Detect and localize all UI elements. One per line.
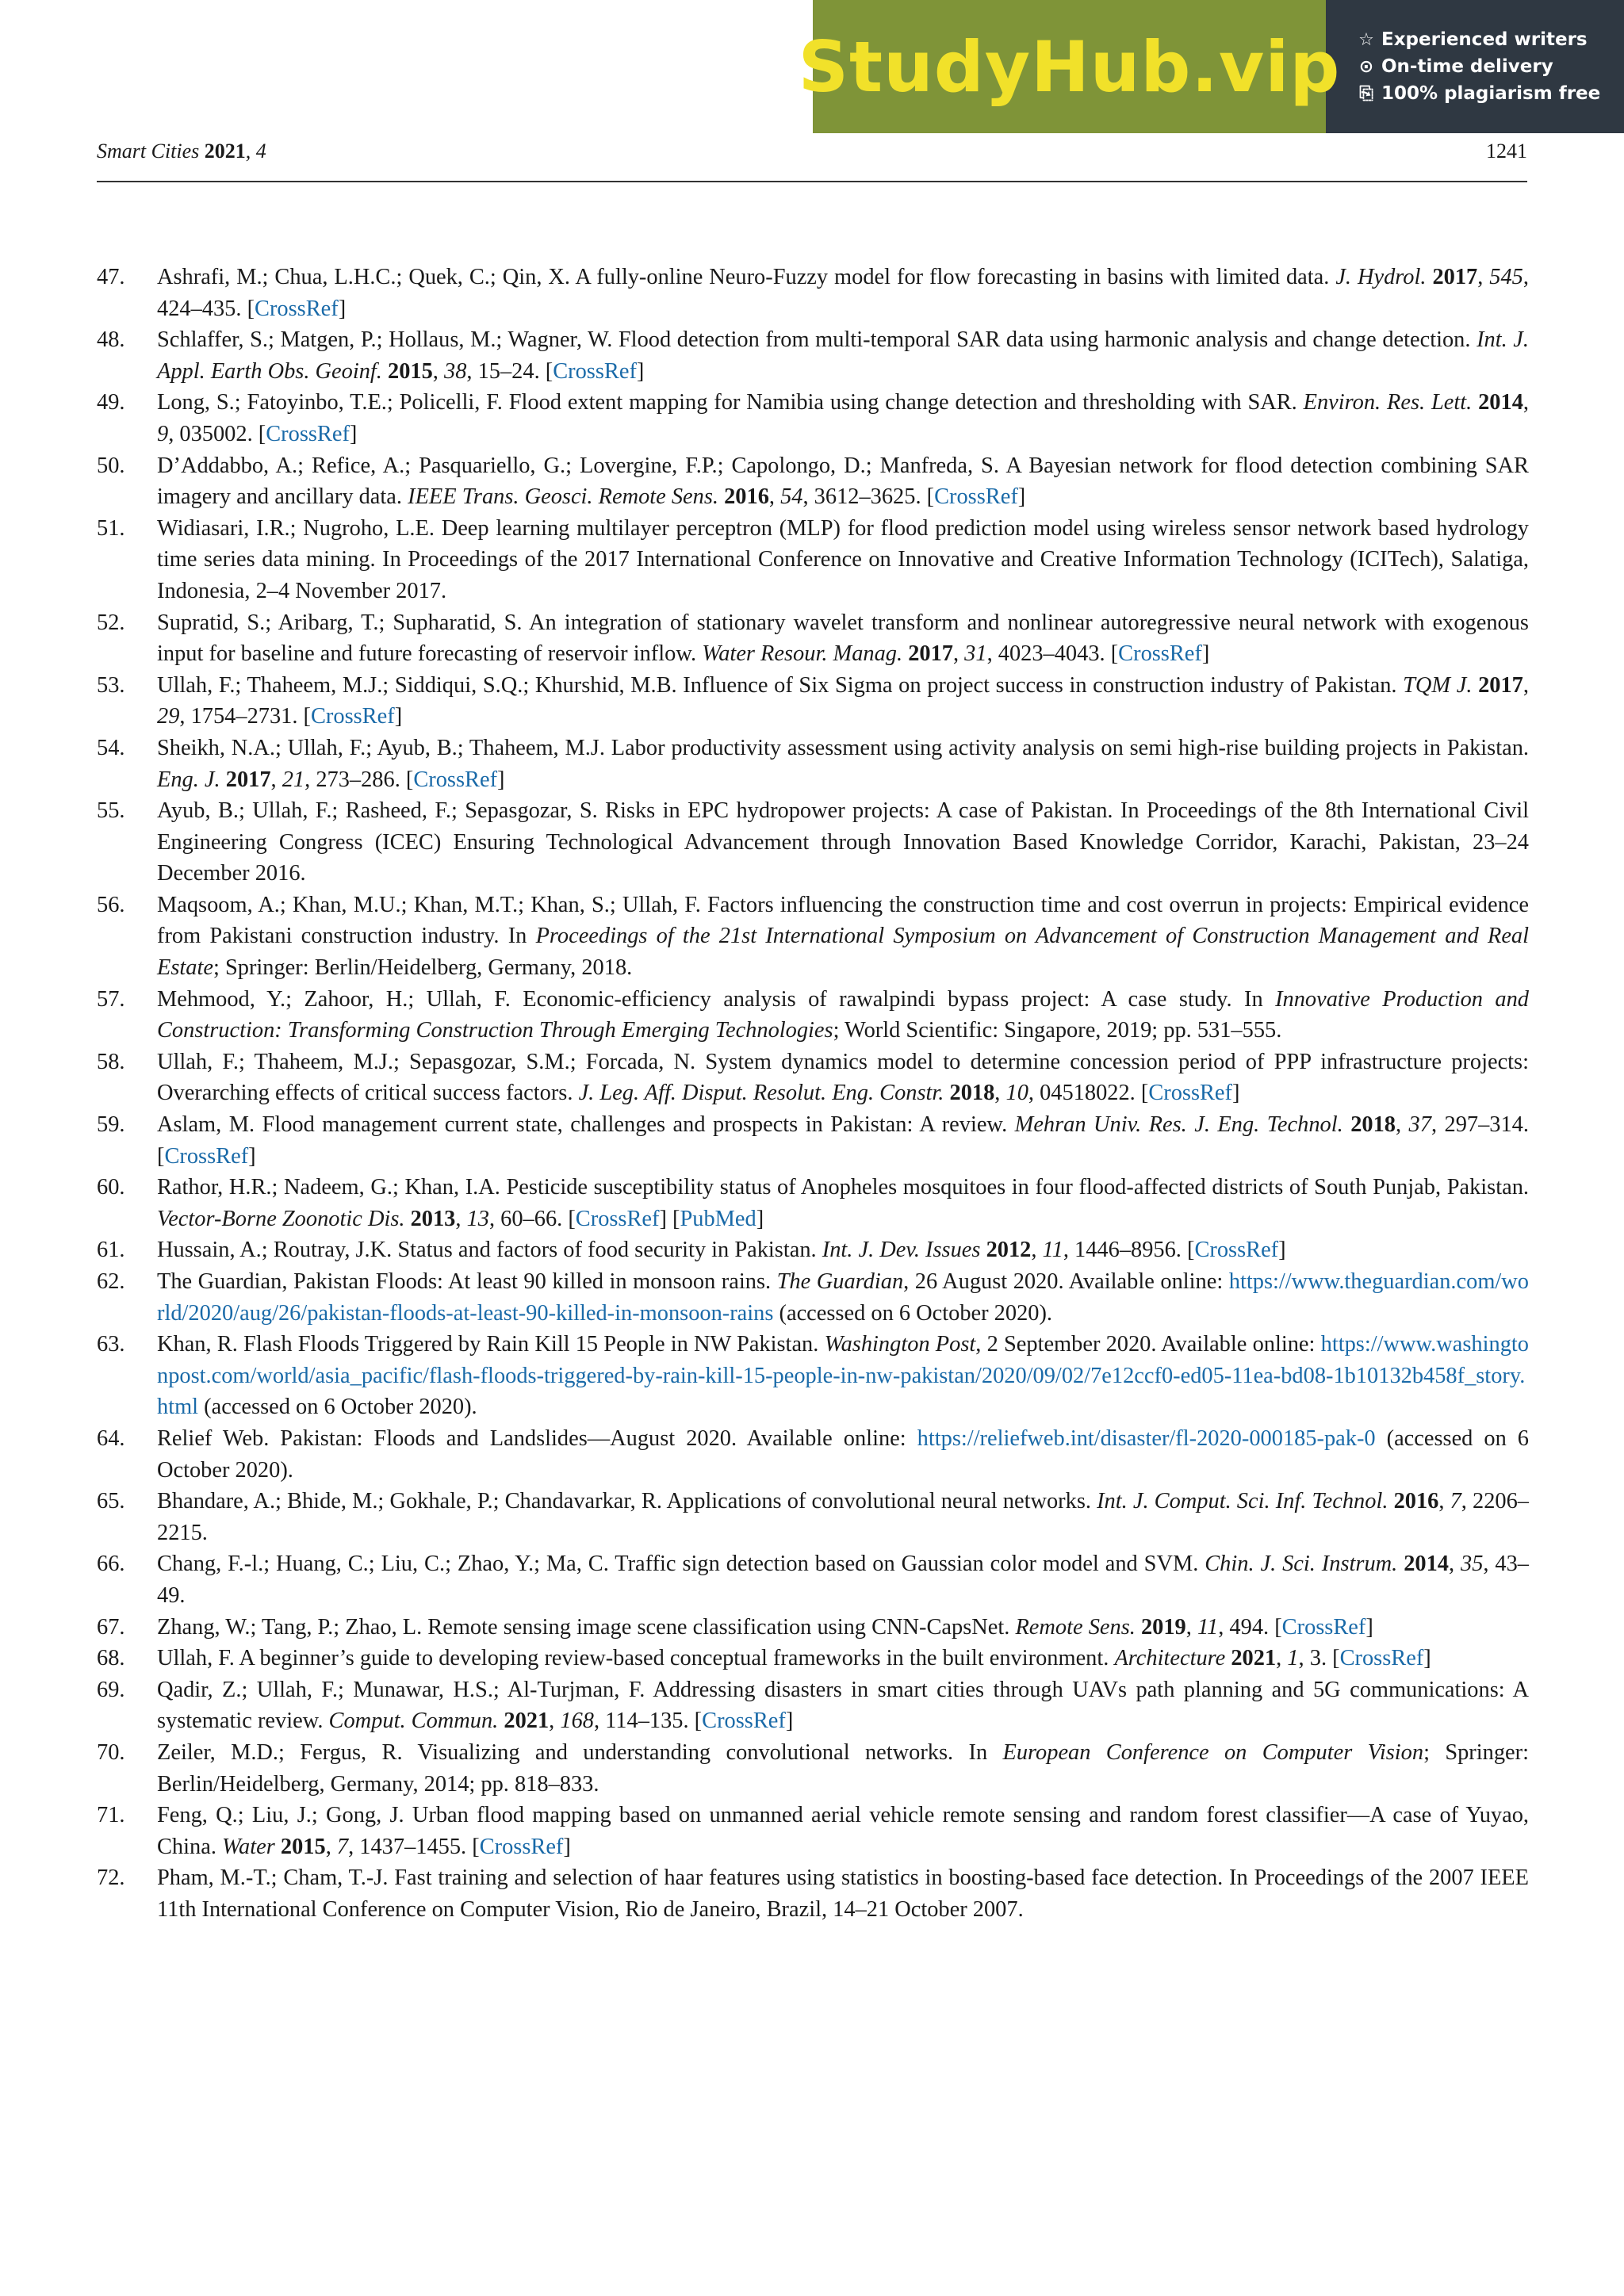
reference-segment: ] bbox=[394, 704, 403, 729]
reference-segment: , 424–435. [ bbox=[157, 265, 1529, 321]
reference-segment: , bbox=[1477, 265, 1490, 289]
reference-italic: Remote Sens. bbox=[1015, 1614, 1136, 1640]
reference-italic: Vector-Borne Zoonotic Dis. bbox=[157, 1206, 405, 1231]
perk-list bbox=[1326, 0, 1624, 133]
reference-segment: ] bbox=[1278, 1238, 1286, 1263]
reference-item bbox=[97, 1423, 1529, 1486]
perk-item bbox=[1358, 56, 1624, 77]
crossref-link[interactable]: CrossRef bbox=[702, 1709, 786, 1734]
reference-item bbox=[97, 1266, 1529, 1329]
reference-segment: , bbox=[549, 1709, 561, 1734]
crossref-link[interactable]: CrossRef bbox=[164, 1143, 249, 1169]
reference-item bbox=[97, 1109, 1529, 1172]
reference-italic: 29 bbox=[157, 704, 180, 729]
reference-segment: , 26 August 2020. Available online: bbox=[903, 1269, 1229, 1294]
reference-segment: , bbox=[768, 484, 781, 510]
reference-segment: , bbox=[325, 1834, 337, 1859]
reference-year: 2018 bbox=[949, 1081, 995, 1106]
reference-item bbox=[97, 1800, 1529, 1862]
reference-number: 57. bbox=[97, 986, 125, 1012]
reference-item bbox=[97, 1612, 1529, 1644]
reference-number: 68. bbox=[97, 1646, 125, 1671]
reference-segment: ] bbox=[248, 1143, 256, 1169]
reference-year: 2013 bbox=[410, 1206, 456, 1231]
journal-year: 2021 bbox=[204, 140, 246, 163]
brand-logo[interactable]: StudyHub.vip bbox=[813, 0, 1326, 133]
reference-segment: , bbox=[1522, 390, 1529, 415]
reference-item bbox=[97, 890, 1529, 984]
reference-segment: Chang, F.-l.; Huang, C.; Liu, C.; Zhao, Y.; Ma, C. Traffic sign detection based on Gaussian color model and SVM. bbox=[157, 1552, 1205, 1577]
reference-number: 60. bbox=[97, 1175, 125, 1200]
reference-text bbox=[157, 450, 1529, 513]
reference-year: 2015 bbox=[388, 358, 433, 384]
crossref-link[interactable]: CrossRef bbox=[575, 1206, 660, 1231]
reference-segment: Long, S.; Fatoyinbo, T.E.; Policelli, F. Flood extent mapping for Namibia using change detection and thresholding with SAR. bbox=[157, 390, 1304, 415]
reference-segment: ] bbox=[636, 358, 645, 384]
reference-number: 47. bbox=[97, 265, 125, 289]
reference-segment: Aslam, M. Flood management current state, challenges and prospects in Pakistan: A review. bbox=[157, 1112, 1015, 1138]
reference-segment: , bbox=[270, 767, 282, 792]
reference-segment: , 297–314. [ bbox=[157, 1112, 1529, 1169]
reference-text bbox=[157, 1486, 1529, 1548]
reference-segment: , 1446–8956. [ bbox=[1063, 1238, 1195, 1263]
reference-item bbox=[97, 984, 1529, 1047]
reference-text bbox=[157, 1423, 1529, 1486]
reference-item bbox=[97, 1674, 1529, 1737]
reference-item bbox=[97, 1047, 1529, 1109]
reference-item bbox=[97, 1329, 1529, 1423]
reference-italic: Water Resour. Manag. bbox=[702, 641, 903, 667]
reference-italic: 7 bbox=[1450, 1489, 1461, 1514]
reference-segment: , 1437–1455. [ bbox=[348, 1834, 480, 1859]
reference-year: 2017 bbox=[908, 641, 953, 667]
reference-italic: Architecture bbox=[1114, 1646, 1226, 1671]
crossref-link[interactable]: CrossRef bbox=[479, 1834, 564, 1859]
reference-segment: Relief Web. Pakistan: Floods and Landslides—August 2020. Available online: bbox=[157, 1425, 917, 1451]
perk-label: Experienced writers bbox=[1381, 29, 1588, 50]
reference-italic: 168 bbox=[560, 1709, 594, 1734]
reference-segment: The Guardian, Pakistan Floods: At least 90 killed in monsoon rains. bbox=[157, 1269, 777, 1294]
perk-label: 100% plagiarism free bbox=[1381, 83, 1601, 104]
reference-segment: Rathor, H.R.; Nadeem, G.; Khan, I.A. Pesticide susceptibility status of Anopheles mosquitoes in four flood-affected districts of South Punjab, Pakistan. bbox=[157, 1175, 1529, 1200]
reference-segment: Ullah, F.; Thaheem, M.J.; Sepasgozar, S.M.; Forcada, N. System dynamics model to determine concession period of PPP infrastructure projects: Overarching effects of critical success factors. bbox=[157, 1049, 1529, 1106]
reference-number: 58. bbox=[97, 1049, 125, 1074]
reference-number: 62. bbox=[97, 1269, 125, 1294]
reference-item bbox=[97, 262, 1529, 324]
crossref-link[interactable]: CrossRef bbox=[1281, 1614, 1366, 1640]
reference-text bbox=[157, 513, 1529, 607]
reference-segment: Schlaffer, S.; Matgen, P.; Hollaus, M.; Wagner, W. Flood detection from multi-temporal SAR data using harmonic analysis and change detection. bbox=[157, 327, 1477, 353]
reference-italic: 13 bbox=[466, 1206, 489, 1231]
reference-segment: , bbox=[1395, 1112, 1409, 1138]
reference-year: 2016 bbox=[724, 484, 769, 510]
reference-number: 66. bbox=[97, 1552, 125, 1577]
url-link[interactable]: https://www.theguardian.com/world/2020/aug/26/pakistan-floods-at-least-90-killed-in-monsoon-rains bbox=[157, 1269, 1529, 1326]
reference-segment: Supratid, S.; Aribarg, T.; Supharatid, S. An integration of stationary wavelet transform and nonlinear autoregressive neural network with exogenous input for baseline and future forecasting of reservoir inflow. bbox=[157, 610, 1529, 667]
reference-segment: ] bbox=[1017, 484, 1026, 510]
reference-segment: , bbox=[1276, 1646, 1288, 1671]
reference-italic: The Guardian bbox=[776, 1269, 904, 1294]
reference-segment: , 1754–2731. [ bbox=[179, 704, 311, 729]
reference-italic: Eng. J. bbox=[157, 767, 220, 792]
reference-italic: TQM J. bbox=[1403, 672, 1473, 698]
reference-segment bbox=[382, 359, 388, 384]
reference-segment: ] bbox=[756, 1206, 764, 1231]
reference-item bbox=[97, 1486, 1529, 1548]
reference-text bbox=[157, 387, 1529, 450]
reference-italic: 37 bbox=[1408, 1112, 1431, 1138]
reference-italic: 21 bbox=[282, 767, 305, 792]
reference-year: 2017 bbox=[1478, 672, 1523, 698]
journal-citation bbox=[97, 140, 266, 163]
reference-text bbox=[157, 607, 1529, 670]
reference-italic: Int. J. Appl. Earth Obs. Geoinf. bbox=[157, 327, 1530, 384]
reference-item bbox=[97, 450, 1529, 513]
url-link[interactable]: https://reliefweb.int/disaster/fl-2020-000185-pak-0 bbox=[917, 1425, 1376, 1451]
reference-italic: 54 bbox=[780, 484, 803, 510]
reference-segment: , 3. [ bbox=[1298, 1646, 1340, 1671]
reference-italic: 35 bbox=[1461, 1552, 1484, 1577]
reference-number: 48. bbox=[97, 327, 125, 353]
reference-item bbox=[97, 1172, 1529, 1234]
reference-segment: , bbox=[1448, 1552, 1461, 1577]
reference-italic: Environ. Res. Lett. bbox=[1303, 390, 1473, 415]
reference-italic: Water bbox=[222, 1834, 275, 1859]
reference-italic: European Conference on Computer Vision bbox=[1002, 1739, 1424, 1765]
reference-segment bbox=[1397, 1552, 1404, 1576]
perk-item bbox=[1358, 29, 1624, 50]
reference-number: 69. bbox=[97, 1677, 125, 1702]
crossref-link[interactable]: CrossRef bbox=[266, 421, 350, 446]
reference-item bbox=[97, 607, 1529, 670]
reference-italic: 545 bbox=[1489, 265, 1523, 289]
reference-number: 54. bbox=[97, 735, 125, 760]
reference-number: 65. bbox=[97, 1489, 125, 1514]
url-link[interactable]: https://www.washingtonpost.com/world/asia_pacific/flash-floods-triggered-by-rain-kill-15-people-in-nw-pakistan/2020/09/02/7e12ccf0-ed05-11ea-bd08-1b10132b458f_story.html bbox=[157, 1332, 1529, 1420]
reference-segment: Pham, M.-T.; Cham, T.-J. Fast training and selection of haar features using statistics in boosting-based face detection. In Proceedings of the 2007 IEEE 11th International Conference on Computer Vision, Rio de Janeiro, Brazil, 14–21 October 2007. bbox=[157, 1866, 1529, 1922]
reference-segment: ; Springer: Berlin/Heidelberg, Germany, 2018. bbox=[213, 955, 633, 981]
reference-item bbox=[97, 1643, 1529, 1674]
reference-number: 55. bbox=[97, 798, 125, 824]
reference-segment bbox=[1472, 673, 1478, 698]
reference-segment: Ullah, F. A beginner’s guide to developing review-based conceptual frameworks in the built environment. bbox=[157, 1646, 1115, 1671]
reference-segment: ] bbox=[1365, 1614, 1373, 1640]
reference-text bbox=[157, 1329, 1529, 1423]
reference-list bbox=[97, 262, 1529, 1925]
reference-segment: Ullah, F.; Thaheem, M.J.; Siddiqui, S.Q.; Khurshid, M.B. Influence of Six Sigma on project success in construction industry of Pakistan. bbox=[157, 672, 1404, 698]
reference-segment bbox=[944, 1081, 949, 1105]
reference-segment: D’Addabbo, A.; Refice, A.; Pasquariello, G.; Lovergine, F.P.; Capolongo, D.; Manfreda, S. A Bayesian network for flood detection combining SAR imagery and ancillary data. bbox=[157, 453, 1529, 510]
reference-italic: Washington Post bbox=[824, 1332, 976, 1357]
reference-segment: Qadir, Z.; Ullah, F.; Munawar, H.S.; Al-Turjman, F. Addressing disasters in smart cities through UAVs path planning and 5G communications: A systematic review. bbox=[157, 1677, 1529, 1734]
reference-segment: , 273–286. [ bbox=[304, 767, 414, 792]
reference-segment: , bbox=[455, 1206, 467, 1231]
reference-text bbox=[157, 1109, 1529, 1172]
reference-text bbox=[157, 1612, 1529, 1644]
perk-label: On-time delivery bbox=[1381, 56, 1553, 77]
reference-segment: (accessed on 6 October 2020). bbox=[773, 1300, 1053, 1326]
clock-icon: ⊙ bbox=[1358, 56, 1374, 77]
reference-item bbox=[97, 733, 1529, 795]
reference-segment: , 4023–4043. [ bbox=[986, 641, 1119, 667]
reference-number: 71. bbox=[97, 1803, 125, 1828]
reference-segment: ; World Scientific: Singapore, 2019; pp. 531–555. bbox=[833, 1018, 1282, 1043]
reference-italic: 9 bbox=[157, 421, 169, 446]
reference-item bbox=[97, 387, 1529, 450]
reference-segment: ] bbox=[497, 767, 505, 792]
reference-text bbox=[157, 1674, 1529, 1737]
reference-italic: Chin. J. Sci. Instrum. bbox=[1205, 1552, 1398, 1577]
crossref-link[interactable]: CrossRef bbox=[934, 484, 1018, 510]
reference-segment bbox=[1136, 1615, 1141, 1640]
reference-text bbox=[157, 1047, 1529, 1109]
reference-segment: ] bbox=[349, 421, 358, 446]
ad-banner[interactable] bbox=[798, 0, 1624, 133]
reference-text bbox=[157, 1800, 1529, 1862]
reference-italic: 10 bbox=[1005, 1081, 1028, 1106]
reference-year: 2021 bbox=[504, 1709, 550, 1734]
reference-segment: , 035002. [ bbox=[168, 421, 266, 446]
crossref-link[interactable]: CrossRef bbox=[413, 767, 498, 792]
reference-italic: Innovative Production and Construction: Transforming Construction Through Emerging Technologies bbox=[157, 986, 1529, 1043]
reference-segment: ] bbox=[1423, 1646, 1431, 1671]
reference-number: 52. bbox=[97, 610, 125, 635]
reference-segment: , 494. [ bbox=[1218, 1614, 1282, 1640]
reference-number: 49. bbox=[97, 390, 125, 415]
reference-text bbox=[157, 890, 1529, 984]
reference-item bbox=[97, 795, 1529, 890]
reference-item bbox=[97, 1234, 1529, 1266]
reference-segment: ] bbox=[785, 1709, 794, 1734]
reference-segment bbox=[220, 767, 226, 792]
reference-segment: Khan, R. Flash Floods Triggered by Rain Kill 15 People in NW Pakistan. bbox=[157, 1332, 825, 1357]
reference-segment: , 43–49. bbox=[157, 1552, 1530, 1608]
reference-year: 2014 bbox=[1478, 390, 1523, 415]
reference-year: 2014 bbox=[1404, 1552, 1449, 1577]
reference-text bbox=[157, 1266, 1529, 1329]
reference-segment bbox=[1343, 1112, 1350, 1137]
crossref-link[interactable]: CrossRef bbox=[255, 296, 339, 321]
reference-number: 63. bbox=[97, 1332, 125, 1357]
reference-segment: (accessed on 6 October 2020). bbox=[198, 1395, 477, 1420]
reference-number: 51. bbox=[97, 515, 125, 541]
reference-number: 56. bbox=[97, 892, 125, 917]
reference-text bbox=[157, 733, 1529, 795]
reference-text bbox=[157, 1234, 1529, 1266]
reference-segment: , 114–135. [ bbox=[593, 1709, 703, 1734]
pubmed-link[interactable]: PubMed bbox=[680, 1206, 756, 1231]
running-header bbox=[97, 140, 1527, 163]
reference-segment: , 2 September 2020. Available online: bbox=[975, 1332, 1321, 1357]
reference-segment bbox=[404, 1207, 410, 1231]
reference-item bbox=[97, 1548, 1529, 1611]
reference-segment: ] bbox=[563, 1834, 571, 1859]
reference-text bbox=[157, 262, 1529, 324]
reference-italic: 1 bbox=[1287, 1646, 1299, 1671]
journal-volume: , 4 bbox=[245, 140, 266, 163]
reference-item bbox=[97, 324, 1529, 387]
copy-check-icon: ⎘ bbox=[1359, 83, 1373, 104]
reference-segment: , 15–24. [ bbox=[466, 358, 553, 384]
reference-text bbox=[157, 1172, 1529, 1234]
reference-text bbox=[157, 795, 1529, 890]
reference-segment: , bbox=[432, 358, 444, 384]
reference-year: 2015 bbox=[280, 1834, 326, 1859]
reference-segment: ; Springer: Berlin/Heidelberg, Germany, 2014; pp. 818–833. bbox=[157, 1739, 1529, 1797]
reference-year: 2017 bbox=[1432, 265, 1478, 289]
reference-segment: Hussain, A.; Routray, J.K. Status and factors of food security in Pakistan. bbox=[157, 1238, 822, 1263]
reference-segment: Sheikh, N.A.; Ullah, F.; Ayub, B.; Thaheem, M.J. Labor productivity assessment using activity analysis on semi high-rise building projects in Pakistan. bbox=[157, 735, 1529, 760]
reference-segment: , bbox=[1031, 1238, 1043, 1263]
reference-segment bbox=[980, 1238, 986, 1262]
reference-segment bbox=[1472, 390, 1478, 415]
reference-text bbox=[157, 984, 1529, 1047]
reference-item bbox=[97, 670, 1529, 733]
reference-segment bbox=[1388, 1489, 1393, 1513]
reference-text bbox=[157, 670, 1529, 733]
reference-italic: Int. J. Dev. Issues bbox=[822, 1238, 981, 1263]
reference-segment: Ayub, B.; Ullah, F.; Rasheed, F.; Sepasgozar, S. Risks in EPC hydropower projects: A case of Pakistan. In Proceedings of the 8th International Civil Engineering Congress (ICEC) Ensuring Technological Advancement through Innovation Based Knowledge Corridor, Karachi, Pakistan, 23–24 December 2016. bbox=[157, 798, 1529, 886]
crossref-link[interactable]: CrossRef bbox=[1118, 641, 1202, 667]
reference-year: 2021 bbox=[1231, 1646, 1277, 1671]
reference-year: 2017 bbox=[225, 767, 271, 792]
reference-segment: ] [ bbox=[659, 1206, 680, 1231]
reference-italic: 11 bbox=[1042, 1238, 1063, 1263]
reference-number: 53. bbox=[97, 672, 125, 698]
reference-year: 2016 bbox=[1393, 1489, 1439, 1514]
reference-segment: (accessed on 6 October 2020). bbox=[157, 1425, 1529, 1483]
reference-number: 72. bbox=[97, 1866, 125, 1891]
reference-segment: Mehmood, Y.; Zahoor, H.; Ullah, F. Economic-efficiency analysis of rawalpindi bypass project: A case study. In bbox=[157, 986, 1276, 1012]
reference-italic: 31 bbox=[964, 641, 987, 667]
reference-item bbox=[97, 1737, 1529, 1800]
reference-year: 2012 bbox=[986, 1238, 1032, 1263]
reference-segment: ] bbox=[338, 296, 347, 321]
reference-number: 50. bbox=[97, 453, 125, 478]
reference-year: 2019 bbox=[1140, 1614, 1186, 1640]
reference-italic: Int. J. Comput. Sci. Inf. Technol. bbox=[1097, 1489, 1388, 1514]
crossref-link[interactable]: CrossRef bbox=[1339, 1646, 1424, 1671]
crossref-link[interactable]: CrossRef bbox=[311, 704, 395, 729]
reference-segment: , 3612–3625. [ bbox=[802, 484, 935, 510]
reference-segment: , 04518022. [ bbox=[1028, 1081, 1149, 1106]
reference-segment: , bbox=[1438, 1489, 1450, 1514]
reference-text bbox=[157, 1643, 1529, 1674]
reference-italic: IEEE Trans. Geosci. Remote Sens. bbox=[408, 484, 718, 510]
perk-item bbox=[1358, 83, 1624, 104]
reference-number: 64. bbox=[97, 1425, 125, 1451]
page-number: 1241 bbox=[1486, 140, 1527, 163]
header-divider bbox=[97, 181, 1527, 182]
reference-italic: J. Hydrol. bbox=[1335, 265, 1427, 289]
reference-italic: Comput. Commun. bbox=[328, 1709, 499, 1734]
reference-text bbox=[157, 1737, 1529, 1800]
reference-italic: Proceedings of the 21st International Symposium on Advancement of Construction Management and Real Estate bbox=[157, 924, 1530, 981]
reference-italic: J. Leg. Aff. Disput. Resolut. Eng. Constr. bbox=[578, 1081, 944, 1106]
reference-segment: , 60–66. [ bbox=[488, 1206, 576, 1231]
crossref-link[interactable]: CrossRef bbox=[553, 358, 637, 384]
reference-italic: 7 bbox=[336, 1834, 349, 1859]
reference-segment: Ashrafi, M.; Chua, L.H.C.; Quek, C.; Qin, X. A fully-online Neuro-Fuzzy model for flow forecasting in basins with limited data. bbox=[157, 265, 1336, 289]
reference-segment: ] bbox=[1232, 1081, 1240, 1106]
reference-segment: Zhang, W.; Tang, P.; Zhao, L. Remote sensing image scene classification using CNN-CapsNet. bbox=[157, 1614, 1016, 1640]
reference-year: 2018 bbox=[1350, 1112, 1396, 1138]
crossref-link[interactable]: CrossRef bbox=[1194, 1238, 1279, 1263]
reference-segment: , bbox=[1185, 1614, 1197, 1640]
reference-number: 70. bbox=[97, 1739, 125, 1765]
journal-name: Smart Cities bbox=[97, 140, 200, 163]
crossref-link[interactable]: CrossRef bbox=[1148, 1081, 1232, 1106]
reference-number: 61. bbox=[97, 1238, 125, 1263]
reference-italic: 38 bbox=[444, 358, 467, 384]
reference-segment: Feng, Q.; Liu, J.; Gong, J. Urban flood mapping based on unmanned aerial vehicle remote sensing and random forest classifier—A case of Yuyao, China. bbox=[157, 1803, 1529, 1859]
reference-segment: Maqsoom, A.; Khan, M.U.; Khan, M.T.; Khan, S.; Ullah, F. Factors influencing the construction time and cost overrun in projects: Empirical evidence from Pakistani construction industry. In bbox=[157, 892, 1529, 949]
reference-segment: , 2206–2215. bbox=[157, 1489, 1529, 1545]
reference-segment: Zeiler, M.D.; Fergus, R. Visualizing and understanding convolutional networks. In bbox=[157, 1739, 1003, 1765]
reference-text bbox=[157, 1548, 1529, 1611]
reference-text bbox=[157, 324, 1529, 387]
reference-item bbox=[97, 513, 1529, 607]
reference-italic: Mehran Univ. Res. J. Eng. Technol. bbox=[1014, 1112, 1343, 1138]
reference-segment: ] bbox=[1201, 641, 1210, 667]
reference-item bbox=[97, 1862, 1529, 1925]
reference-segment: Bhandare, A.; Bhide, M.; Gokhale, P.; Chandavarkar, R. Applications of convolutional neural networks. bbox=[157, 1489, 1097, 1514]
reference-segment: Widiasari, I.R.; Nugroho, L.E. Deep learning multilayer perceptron (MLP) for flood prediction model using wireless sensor network based hydrology time series data mining. In Proceedings of the 2017 International Conference on Innovative and Creative Information Technology (ICITech), Salatiga, Indonesia, 2–4 November 2017. bbox=[157, 515, 1529, 603]
reference-segment: , bbox=[994, 1081, 1006, 1106]
reference-number: 67. bbox=[97, 1614, 125, 1640]
reference-segment: , bbox=[952, 641, 965, 667]
star-icon: ☆ bbox=[1358, 29, 1374, 50]
reference-segment bbox=[275, 1835, 281, 1859]
reference-text bbox=[157, 1862, 1529, 1925]
reference-italic: 11 bbox=[1197, 1614, 1219, 1640]
reference-segment: , bbox=[1522, 672, 1529, 698]
reference-number: 59. bbox=[97, 1112, 125, 1138]
